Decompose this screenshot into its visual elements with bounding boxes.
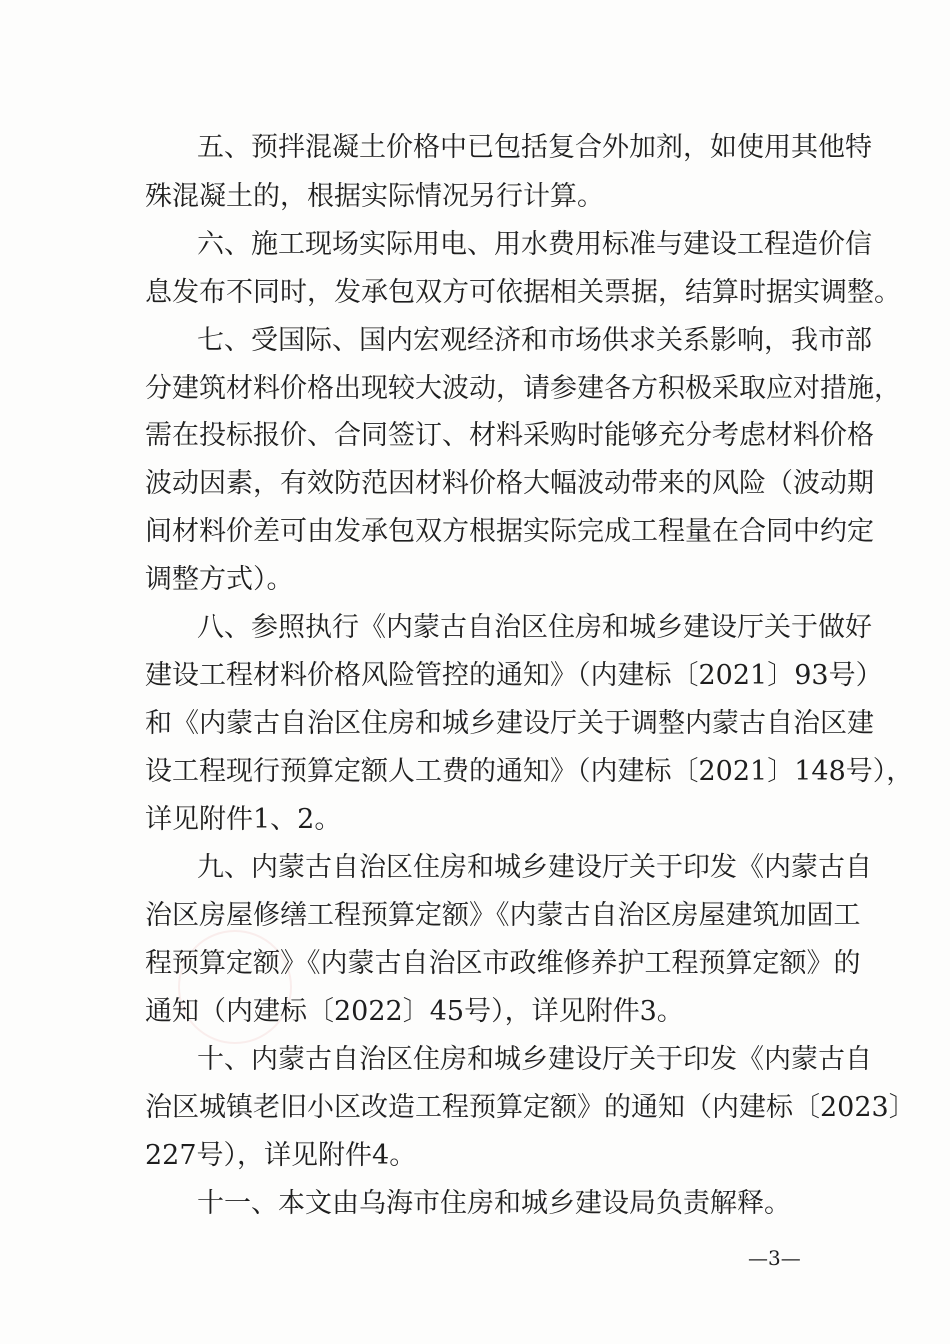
paragraph-7-line-1: 七、受国际、国内宏观经济和市场供求关系影响，我市部 [197,325,872,356]
paragraph-10-line-3: 227号），详见附件4。 [145,1140,417,1171]
paragraph-8-line-2: 建设工程材料价格风险管控的通知》（内建标〔2021〕93号） [145,660,883,691]
paragraph-9-line-1: 九、内蒙古自治区住房和城乡建设厅关于印发《内蒙古自 [197,852,872,883]
page-number: —3— [748,1246,801,1270]
paragraph-10-line-1: 十、内蒙古自治区住房和城乡建设厅关于印发《内蒙古自 [197,1044,872,1075]
paragraph-7-line-4: 波动因素，有效防范因材料价格大幅波动带来的风险（波动期 [145,468,874,499]
paragraph-7-line-2: 分建筑材料价格出现较大波动，请参建各方积极采取应对措施， [145,373,901,404]
paragraph-7-line-6: 调整方式）。 [145,564,294,595]
paragraph-8-line-1: 八、参照执行《内蒙古自治区住房和城乡建设厅关于做好 [197,612,872,643]
paragraph-10-line-2: 治区城镇老旧小区改造工程预算定额》的通知（内建标〔2023〕 [145,1092,916,1123]
paragraph-11-line-1: 十一、本文由乌海市住房和城乡建设局负责解释。 [197,1188,791,1219]
paragraph-7-line-5: 间材料价差可由发承包双方根据实际完成工程量在合同中约定 [145,516,874,547]
paragraph-8-line-5: 详见附件1、2。 [145,804,342,835]
paragraph-6-line-2: 息发布不同时，发承包双方可依据相关票据，结算时据实调整。 [145,277,901,308]
paragraph-9-line-3: 程预算定额》《内蒙古自治区市政维修养护工程预算定额》的 [145,948,861,979]
paragraph-9-line-4: 通知（内建标〔2022〕45号），详见附件3。 [145,996,684,1027]
paragraph-5-line-2: 殊混凝土的，根据实际情况另行计算。 [145,181,604,212]
paragraph-8-line-4: 设工程现行预算定额人工费的通知》（内建标〔2021〕148号）， [145,756,914,787]
paragraph-6-line-1: 六、施工现场实际用电、用水费用标准与建设工程造价信 [197,229,872,260]
paragraph-7-line-3: 需在投标报价、合同签订、材料采购时能够充分考虑材料价格 [145,420,874,451]
paragraph-5-line-1: 五、预拌混凝土价格中已包括复合外加剂，如使用其他特 [197,132,872,163]
paragraph-9-line-2: 治区房屋修缮工程预算定额》《内蒙古自治区房屋建筑加固工 [145,900,861,931]
paragraph-8-line-3: 和《内蒙古自治区住房和城乡建设厅关于调整内蒙古自治区建 [145,708,874,739]
